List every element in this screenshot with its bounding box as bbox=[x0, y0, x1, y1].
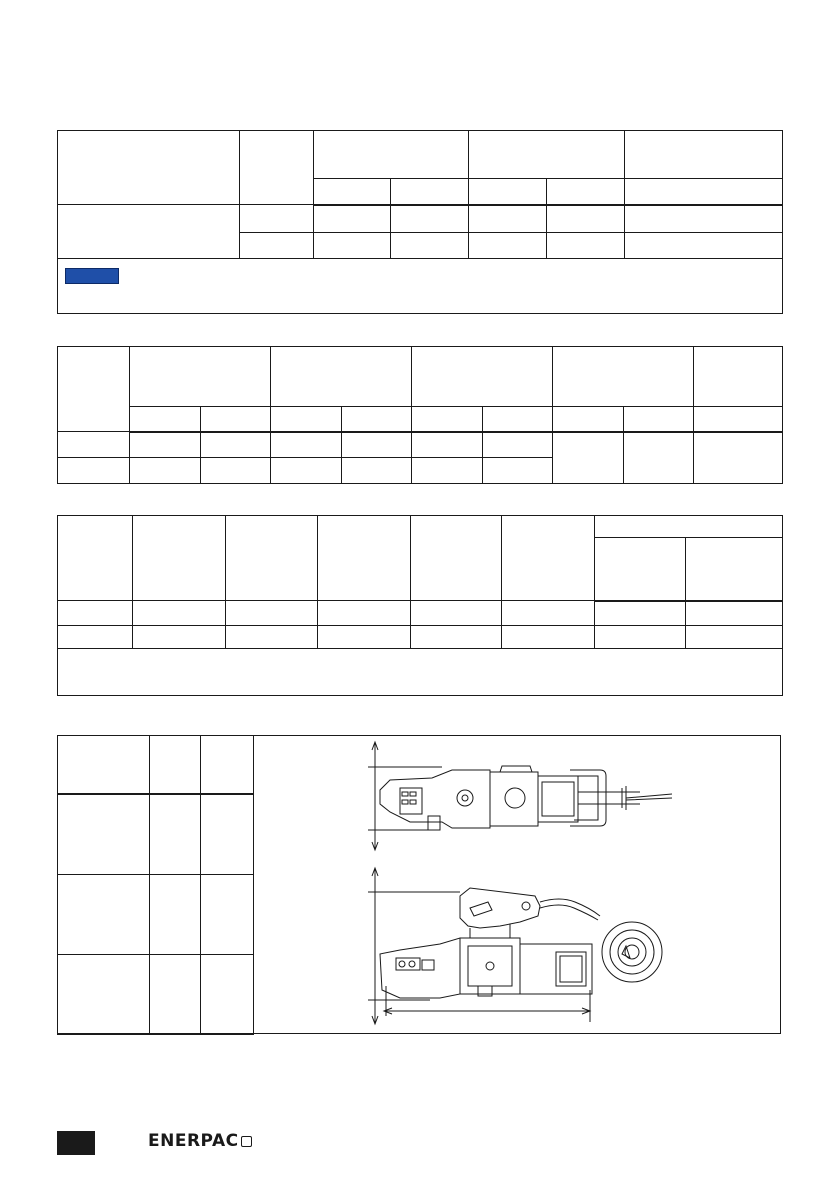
table-cell bbox=[318, 626, 411, 649]
t2-subheader-cell bbox=[342, 407, 412, 432]
table-cell bbox=[694, 432, 783, 484]
logo-mark-icon bbox=[241, 1136, 252, 1147]
t2-header-cell bbox=[694, 347, 783, 407]
table-cell bbox=[624, 432, 694, 484]
table-cell bbox=[201, 875, 254, 955]
table-cell bbox=[240, 205, 314, 233]
dim-header-cell bbox=[58, 736, 150, 794]
t2-header-cell bbox=[58, 347, 130, 432]
table-cell bbox=[201, 458, 271, 484]
table-cell bbox=[150, 875, 201, 955]
table-cell bbox=[686, 626, 783, 649]
t1-header-cell bbox=[625, 131, 783, 179]
table-cell bbox=[133, 626, 226, 649]
dim-row-label bbox=[58, 955, 150, 1035]
dimensions-table bbox=[57, 735, 254, 1035]
t1-row-label bbox=[58, 205, 240, 259]
table-cell bbox=[226, 626, 318, 649]
t1-note-row bbox=[58, 259, 783, 314]
t2-header-group bbox=[553, 347, 694, 407]
t1-subheader-cell bbox=[625, 179, 783, 205]
table-cell bbox=[342, 432, 412, 458]
table-cell bbox=[271, 432, 342, 458]
t1-subheader-cell bbox=[547, 179, 625, 205]
table-cell bbox=[547, 233, 625, 259]
t1-header-group bbox=[314, 131, 469, 179]
t1-subheader-cell bbox=[391, 179, 469, 205]
t2-row-label bbox=[58, 432, 130, 458]
table-cell bbox=[411, 626, 502, 649]
note-tag bbox=[65, 268, 119, 284]
t1-header-group bbox=[469, 131, 625, 179]
spec-table-2 bbox=[57, 346, 783, 484]
table-cell bbox=[412, 458, 483, 484]
table-cell bbox=[314, 233, 391, 259]
table-cell bbox=[318, 601, 411, 626]
t3-header-cell bbox=[502, 516, 595, 601]
table-cell bbox=[226, 601, 318, 626]
table-cell bbox=[391, 233, 469, 259]
t3-header-cell bbox=[226, 516, 318, 601]
table-cell bbox=[547, 205, 625, 233]
t2-row-label bbox=[58, 458, 130, 484]
table-cell bbox=[130, 458, 201, 484]
table-cell bbox=[595, 626, 686, 649]
table-cell bbox=[201, 794, 254, 875]
t2-header-group bbox=[130, 347, 271, 407]
enerpac-logo bbox=[148, 1131, 252, 1151]
page-number-tab bbox=[57, 1131, 95, 1155]
t2-header-group bbox=[271, 347, 412, 407]
t3-header-cell bbox=[318, 516, 411, 601]
table-cell bbox=[469, 205, 547, 233]
t1-header-cell bbox=[58, 131, 240, 205]
table-cell bbox=[686, 601, 783, 626]
table-cell bbox=[483, 458, 553, 484]
t3-note-row bbox=[58, 649, 783, 696]
t2-subheader-cell bbox=[624, 407, 694, 432]
t3-header-cell bbox=[58, 516, 133, 601]
t2-subheader-cell bbox=[201, 407, 271, 432]
table-cell bbox=[391, 205, 469, 233]
t1-subheader-cell bbox=[314, 179, 391, 205]
table-cell bbox=[130, 432, 201, 458]
table-cell bbox=[150, 794, 201, 875]
table-cell bbox=[314, 205, 391, 233]
t3-header-group bbox=[595, 516, 783, 538]
table-cell bbox=[553, 432, 624, 484]
table-cell bbox=[595, 601, 686, 626]
table-cell bbox=[502, 626, 595, 649]
t2-subheader-cell bbox=[553, 407, 624, 432]
table-cell bbox=[625, 233, 783, 259]
t2-subheader-cell bbox=[412, 407, 483, 432]
table-cell bbox=[625, 205, 783, 233]
table-cell bbox=[502, 601, 595, 626]
rebar-cutter-top-view-icon bbox=[360, 740, 680, 852]
table-cell bbox=[133, 601, 226, 626]
rebar-cutter-side-view-icon bbox=[360, 866, 680, 1026]
t3-subheader-cell bbox=[686, 538, 783, 601]
table-cell bbox=[271, 458, 342, 484]
table-cell bbox=[412, 432, 483, 458]
table-cell bbox=[411, 601, 502, 626]
t3-header-cell bbox=[133, 516, 226, 601]
table-cell bbox=[201, 432, 271, 458]
spec-table-1 bbox=[57, 130, 783, 314]
table-cell bbox=[483, 432, 553, 458]
t2-subheader-cell bbox=[130, 407, 201, 432]
dim-row-label bbox=[58, 875, 150, 955]
t2-subheader-cell bbox=[483, 407, 553, 432]
table-cell bbox=[150, 955, 201, 1035]
t1-subheader-cell bbox=[469, 179, 547, 205]
logo-text: ENERPAC bbox=[148, 1131, 239, 1151]
table-cell bbox=[342, 458, 412, 484]
t2-header-group bbox=[412, 347, 553, 407]
dim-row-label bbox=[58, 794, 150, 875]
table-cell bbox=[469, 233, 547, 259]
t1-header-cell bbox=[240, 131, 314, 205]
table-cell bbox=[201, 955, 254, 1035]
dim-header-cell bbox=[150, 736, 201, 794]
spec-table-3 bbox=[57, 515, 783, 696]
t3-header-cell bbox=[411, 516, 502, 601]
t3-row-label bbox=[58, 626, 133, 649]
t2-subheader-cell bbox=[694, 407, 783, 432]
t2-subheader-cell bbox=[271, 407, 342, 432]
table-cell bbox=[240, 233, 314, 259]
t3-row-label bbox=[58, 601, 133, 626]
t3-subheader-cell bbox=[595, 538, 686, 601]
dim-header-cell bbox=[201, 736, 254, 794]
